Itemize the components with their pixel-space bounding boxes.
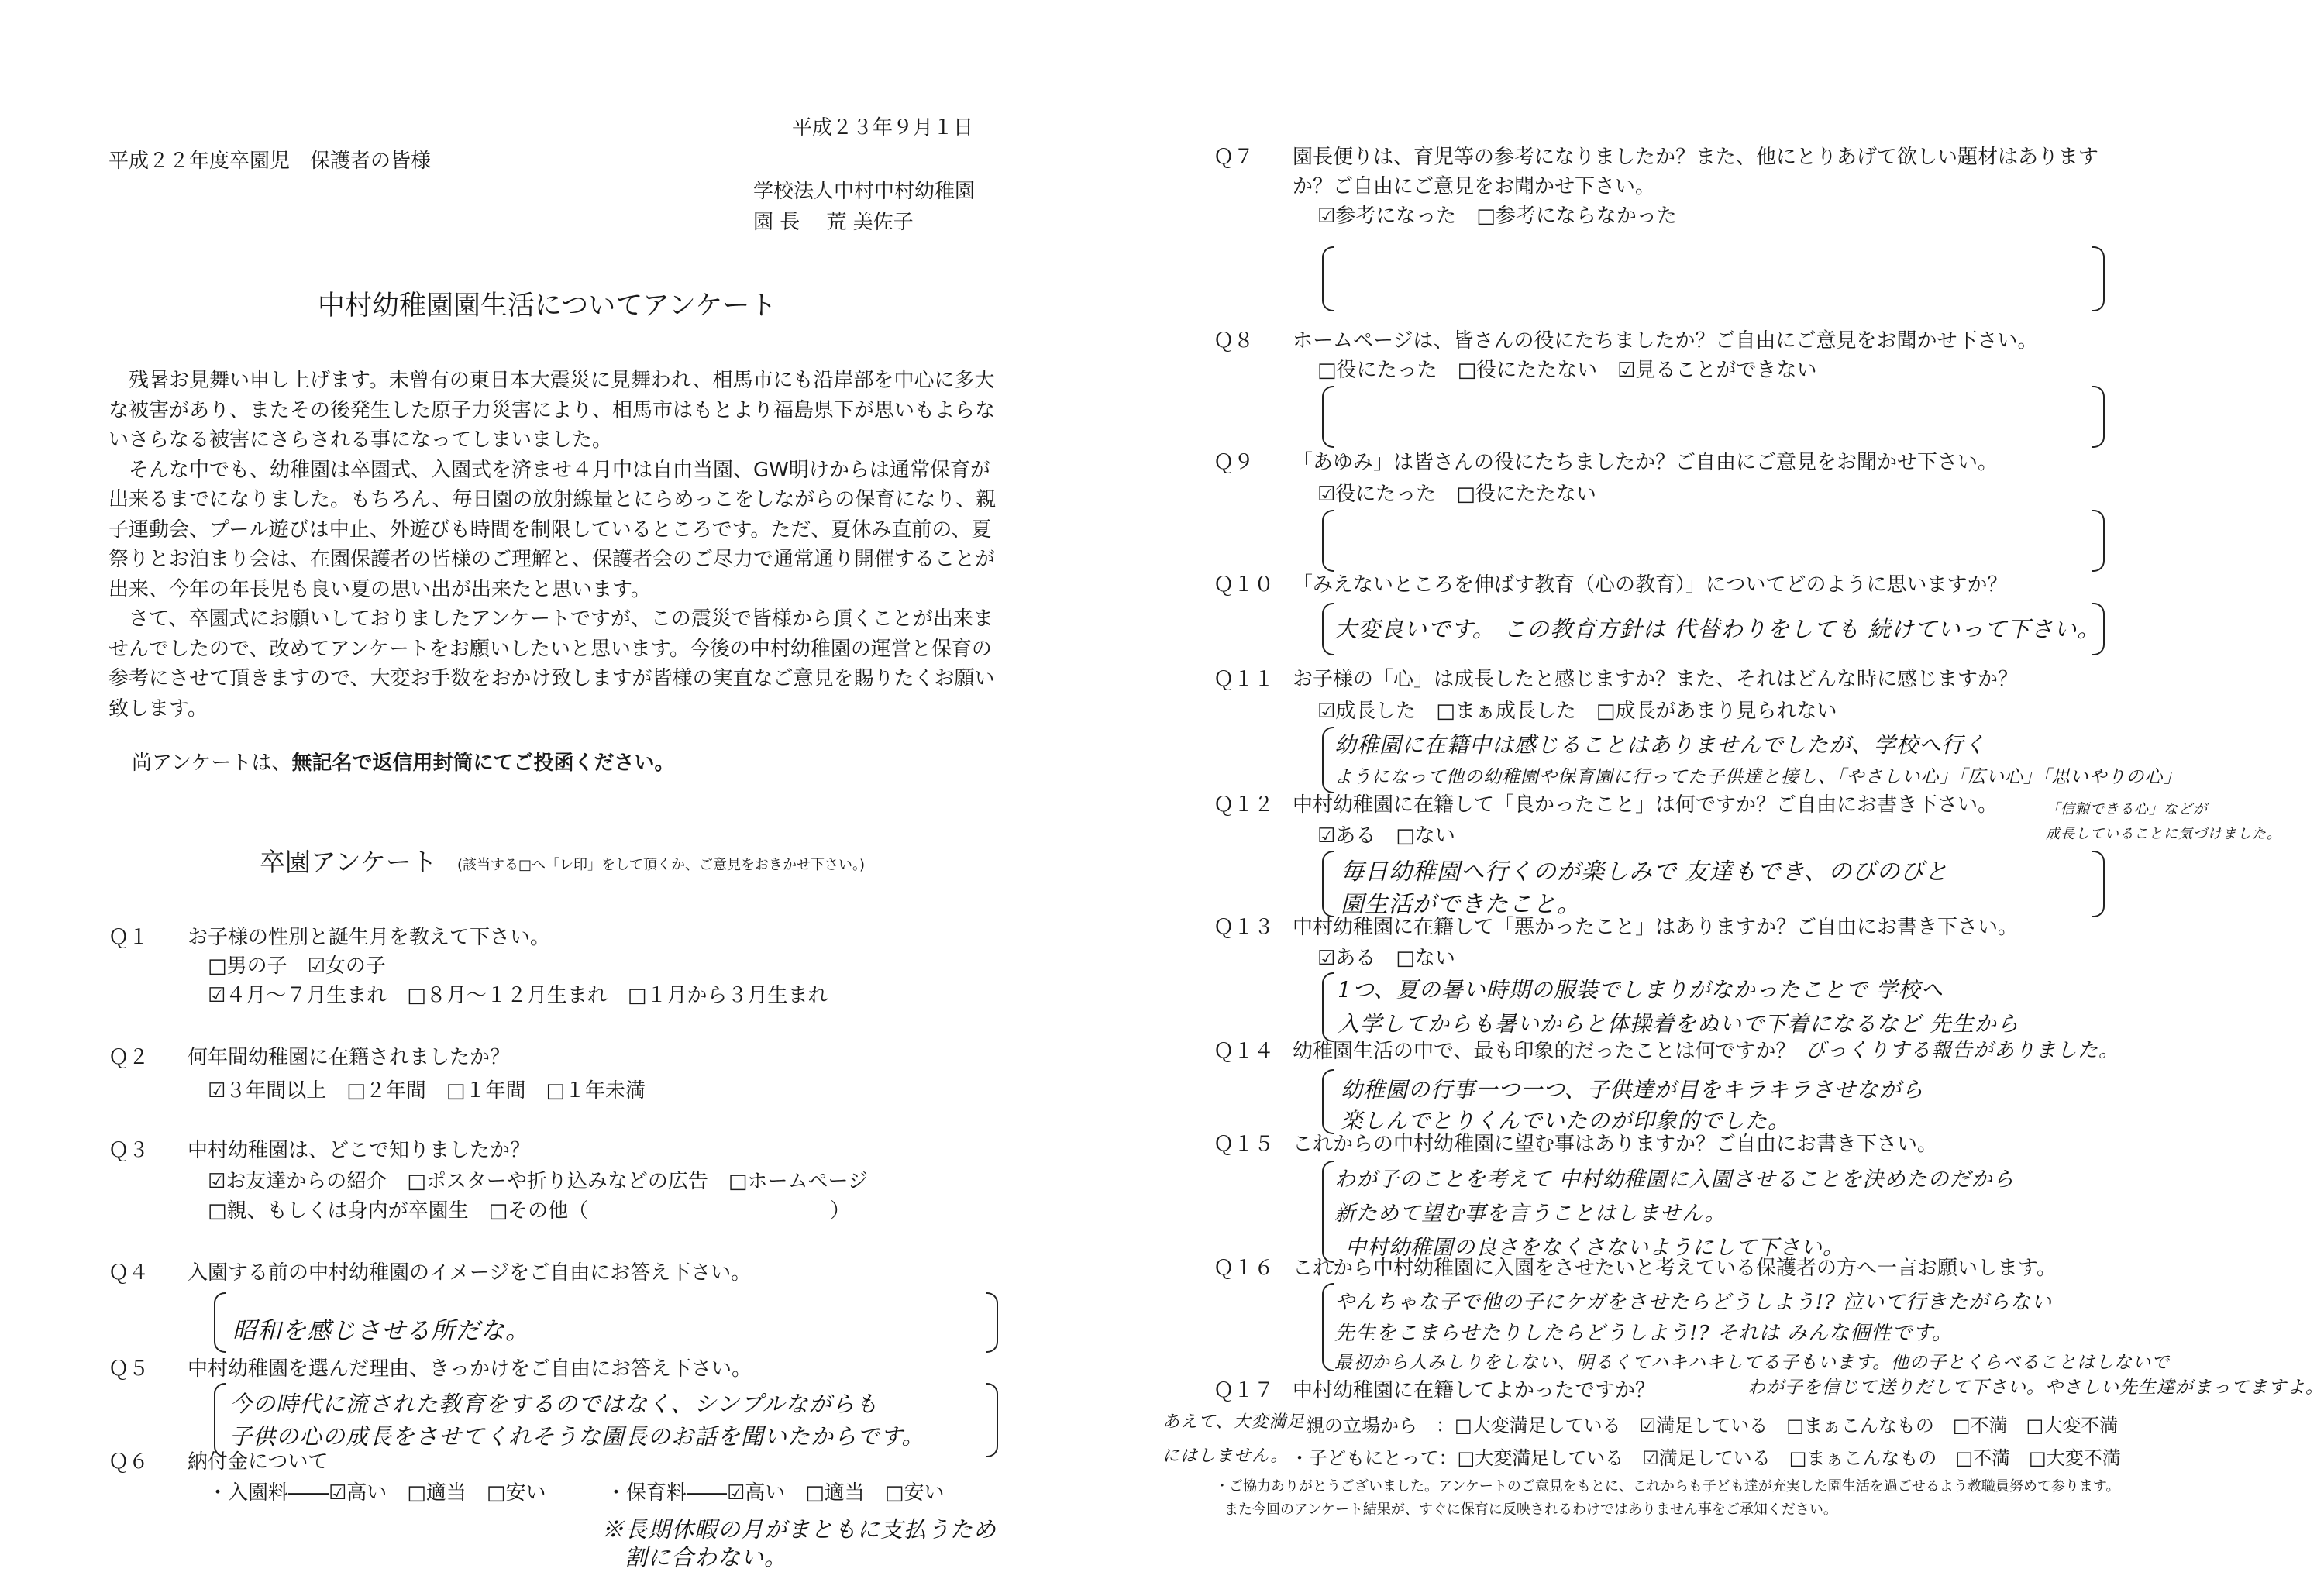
q5-label: Ｑ５ [108, 1357, 150, 1381]
q12-label: Ｑ１２ [1214, 793, 1275, 817]
q1-question: お子様の性別と誕生月を教えて下さい。 [188, 926, 551, 949]
q9-options[interactable]: ☑役にたった □役にたたない [1317, 483, 1596, 506]
q8-question: ホームページは、皆さんの役にたちましたか？ご自由にご意見をお聞かせ下さい。 [1293, 329, 2038, 353]
q9-question: 「あゆみ」は皆さんの役にたちましたか？ご自由にご意見をお聞かせ下さい。 [1293, 451, 1999, 474]
q6-label: Ｑ６ [108, 1450, 150, 1474]
q4-label: Ｑ４ [108, 1261, 150, 1285]
q3-question: 中村幼稚園は、どこで知りましたか？ [188, 1139, 531, 1162]
q15-answer-line3: 中村幼稚園の良さをなくさないようにして下さい。 [1345, 1236, 1844, 1260]
q2-question: 何年間幼稚園に在籍されましたか？ [188, 1046, 511, 1069]
q3-options-2[interactable]: □親、もしくは身内が卒園生 □その他（ ） [208, 1199, 851, 1223]
date: 平成２３年９月１日 [792, 116, 974, 139]
q17-options-child[interactable]: ・子どもにとって：□大変満足している ☑満足している □まぁこんなもの □不満 □大変不満 [1290, 1447, 2121, 1469]
q17-side-note-line2: にはしません。 [1162, 1446, 1289, 1466]
q9-bracket-left [1322, 510, 1334, 572]
q13-label: Ｑ１３ [1214, 916, 1275, 939]
q15-label: Ｑ１５ [1214, 1133, 1275, 1156]
intro-paragraph-2: そんな中でも、幼稚園は卒園式、入園式を済ませ４月中は自由当園、GW明けからは通常保育が出来るまでになりました。もちろん、毎日園の放射線量とにらめっこをしながらの保育になり、親子運動会、プール遊びは中止、外遊びも時間を制限しているところです。ただ、夏休み直前の、夏祭りとお泊まり会は、在園保護者の皆様のご理解と、保護者会のご尽力で通常通り開催することが出来、今年の年長児も良い夏の思い出が出来たと思います。 [108, 458, 997, 601]
q12-bracket-left [1322, 851, 1334, 917]
q3-label: Ｑ３ [108, 1139, 150, 1162]
q2-options[interactable]: ☑３年間以上 □２年間 □１年間 □１年未満 [208, 1079, 646, 1102]
q17-side-note-line1: あえて、大変満足 [1162, 1412, 1305, 1432]
q3-options-1[interactable]: ☑お友達からの紹介 □ポスターや折り込みなどの広告 □ホームページ [208, 1170, 868, 1193]
q5-answer-line1: 今の時代に流された教育をするのではなく、シンプルながらも [229, 1391, 879, 1417]
q14-bracket-left [1322, 1069, 1334, 1134]
q11-options[interactable]: ☑成長した □まぁ成長した □成長があまり見られない [1317, 700, 1837, 723]
q4-bracket-right [986, 1292, 998, 1353]
q7-options[interactable]: ☑参考になった □参考にならなかった [1317, 205, 1677, 228]
q10-bracket-left [1322, 603, 1334, 655]
q5-bracket-right [986, 1383, 998, 1457]
footer-line2: また今回のアンケート結果が、すぐに保育に反映されるわけではありません事をご承知ください。 [1224, 1501, 1837, 1518]
q13-options[interactable]: ☑ある □ない [1317, 947, 1455, 970]
q15-answer-line2: 新ためて望む事を言うことはしません。 [1334, 1202, 1727, 1226]
addressee: 平成２２年度卒園児 保護者の皆様 [108, 150, 432, 173]
q8-bracket-right [2092, 386, 2105, 448]
q16-answer-line2: 先生をこまらせたりしたらどうしよう!? それは みんな個性です。 [1334, 1322, 1954, 1345]
q11-answer-line2: ようになって他の幼稚園や保育園に行ってた子供達と接し、「やさしい心」「広い心」「思いやりの心」 [1334, 767, 2182, 787]
q13-question: 中村幼稚園に在籍して「悪かったこと」はありますか？ご自由にお書き下さい。 [1293, 916, 2019, 939]
q4-answer: 昭和を感じさせる所だな。 [232, 1317, 530, 1345]
q6-question: 納付金について [188, 1450, 329, 1474]
q7-bracket-right [2092, 246, 2105, 311]
q16-answer-line4: わが子を信じて送りだして下さい。やさしい先生達がまってますよ。 [1747, 1378, 2324, 1398]
q11-label: Ｑ１１ [1214, 668, 1275, 691]
q15-question: これからの中村幼稚園に望む事はありますか？ご自由にお書き下さい。 [1293, 1133, 1938, 1156]
intro-note [132, 752, 674, 776]
intro-text [108, 366, 1007, 724]
q6-note-line1: ※長期休暇の月がまともに支払うため [601, 1516, 997, 1543]
q8-label: Ｑ８ [1214, 329, 1255, 353]
q16-question: これから中村幼稚園に入園をさせたいと考えている保護者の方へ一言お願いします。 [1293, 1257, 2057, 1280]
q12-bracket-right [2092, 851, 2105, 917]
q5-question: 中村幼稚園を選んだ理由、きっかけをご自由にお答え下さい。 [188, 1357, 752, 1381]
q13-answer-line2: 入学してからも暑いからと体操着をぬいで下着になるなど 先生から [1338, 1011, 2019, 1037]
q7-label: Ｑ７ [1214, 146, 1255, 169]
q17-label: Ｑ１７ [1214, 1379, 1275, 1402]
q16-answer-line3: 最初から人みしりをしない、明るくてハキハキしてる子もいます。他の子とくらべることはしないで [1334, 1353, 2171, 1373]
intro-note-prefix: 尚アンケートは、 [132, 752, 292, 775]
q11-answer-line1: 幼稚園に在籍中は感じることはありませんでしたが、学校へ行く [1334, 732, 1987, 758]
q8-options[interactable]: □役にたった □役にたたない ☑見ることができない [1317, 359, 1817, 382]
page-title: 中村幼稚園園生活についてアンケート [318, 291, 777, 322]
intro-note-bold: 無記名で返信用封筒にてご投函ください。 [291, 752, 675, 775]
q11-answer-line3: 「信頼できる心」などが [2046, 801, 2208, 817]
q11-answer-line4: 成長していることに気づけました。 [2046, 826, 2281, 842]
q7-bracket-left [1322, 246, 1334, 311]
q10-question: 「みえないところを伸ばす教育（心の教育）」についてどのように思いますか？ [1293, 573, 2008, 597]
q1-options-birth[interactable]: ☑４月～７月生まれ □８月～１２月生まれ □１月から３月生まれ [208, 984, 828, 1007]
footer-line1: ・ご協力ありがとうございました。アンケートのご意見をもとに、これからも子ども達が充実した園生活を過ごせるよう教職員努めて参ります。 [1215, 1478, 2120, 1495]
q12-question: 中村幼稚園に在籍して「良かったこと」は何ですか？ご自由にお書き下さい。 [1293, 793, 1999, 817]
q15-bracket-left [1322, 1161, 1334, 1263]
q17-question: 中村幼稚園に在籍してよかったですか？ [1293, 1379, 1656, 1402]
intro-paragraph-3: さて、卒園式にお願いしておりましたアンケートですが、この震災で皆様から頂くことが出来ませんでしたので、改めてアンケートをお願いしたいと思います。今後の中村幼稚園の運営と保育の参考にさせて頂きますので、大変お手数をおかけ致しますが皆様の実直なご意見を賜りたくお願い致します。 [108, 607, 995, 721]
q13-answer-line1: 1つ、夏の暑い時期の服装でしまりがなかったことで 学校へ [1338, 977, 1944, 1003]
q7-question: 園長便りは、育児等の参考になりましたか？また、他にとりあげて欲しい題材はありますか？ご自由にご意見をお聞かせ下さい。 [1293, 146, 2099, 198]
q13-bracket-left [1322, 972, 1334, 1042]
q2-label: Ｑ２ [108, 1046, 150, 1069]
q11-bracket-left [1322, 727, 1334, 793]
principal-name: 園 長 荒 美佐子 [753, 211, 914, 234]
q5-bracket-left [214, 1383, 226, 1457]
q12-options[interactable]: ☑ある □ない [1317, 824, 1455, 848]
q8-bracket-left [1322, 386, 1334, 448]
q16-answer-line1: やんちゃな子で他の子にケガをさせたらどうしよう!? 泣いて行きたがらない [1334, 1291, 2053, 1314]
q4-question: 入園する前の中村幼稚園のイメージをご自由にお答え下さい。 [188, 1261, 752, 1285]
q17-options-parent[interactable]: 親の立場から ：□大変満足している ☑満足している □まぁこんなもの □不満 □大変不満 [1306, 1415, 2119, 1436]
school-name: 学校法人中村中村幼稚園 [753, 180, 976, 203]
q1-options-gender[interactable]: □男の子 ☑女の子 [208, 955, 386, 978]
q4-bracket-left [214, 1292, 226, 1353]
q15-answer-line1: わが子のことを考えて 中村幼稚園に入園させることを決めたのだから [1334, 1168, 2015, 1192]
q14-label: Ｑ１４ [1214, 1040, 1275, 1063]
survey-title: 卒園アンケート [260, 847, 438, 877]
q16-label: Ｑ１６ [1214, 1257, 1275, 1280]
q16-bracket-left [1322, 1283, 1334, 1371]
q13-answer-line3: びっくりする報告がありました。 [1806, 1039, 2120, 1062]
intro-paragraph-1: 残暑お見舞い申し上げます。未曾有の東日本大震災に見舞われ、相馬市にも沿岸部を中心に多大な被害があり、またその後発生した原子力災害により、相馬市はもとより福島県下が思いもよらないさらなる被害にさらされる事になってしまいました。 [108, 369, 996, 452]
q9-label: Ｑ９ [1214, 451, 1255, 474]
q14-question: 幼稚園生活の中で、最も印象的だったことは何ですか？ [1293, 1040, 1796, 1063]
q12-answer-line1: 毎日幼稚園へ行くのが楽しみで 友達もでき、のびのびと [1341, 858, 1949, 886]
q6-options-entry-fee[interactable]: ・入園料――☑高い □適当 □安い [208, 1481, 546, 1505]
q9-bracket-right [2092, 510, 2105, 572]
q1-label: Ｑ１ [108, 926, 150, 949]
q6-note-line2: 割に合わない。 [625, 1544, 788, 1570]
q11-question: お子様の「心」は成長したと感じますか？また、それはどんな時に感じますか？ [1293, 668, 2019, 691]
q10-answer: 大変良いです。 この教育方針は 代替わりをしても 続けていって下さい。 [1334, 616, 2101, 642]
q14-answer-line1: 幼稚園の行事一つ一つ、子供達が目をキラキラさせながら [1341, 1077, 1924, 1102]
q12-answer-line2: 園生活ができたこと。 [1341, 891, 1581, 918]
q10-label: Ｑ１０ [1214, 573, 1275, 597]
q5-answer-line2: 子供の心の成長をさせてくれそうな園長のお話を聞いたからです。 [229, 1423, 925, 1450]
q6-options-tuition[interactable]: ・保育料――☑高い □適当 □安い [606, 1481, 945, 1505]
q14-answer-line2: 楽しんでとりくんでいたのが印象的でした。 [1341, 1108, 1791, 1133]
survey-subtitle: (該当する□へ「レ印」をして頂くか、ご意見をおきかせ下さい。) [457, 857, 866, 873]
